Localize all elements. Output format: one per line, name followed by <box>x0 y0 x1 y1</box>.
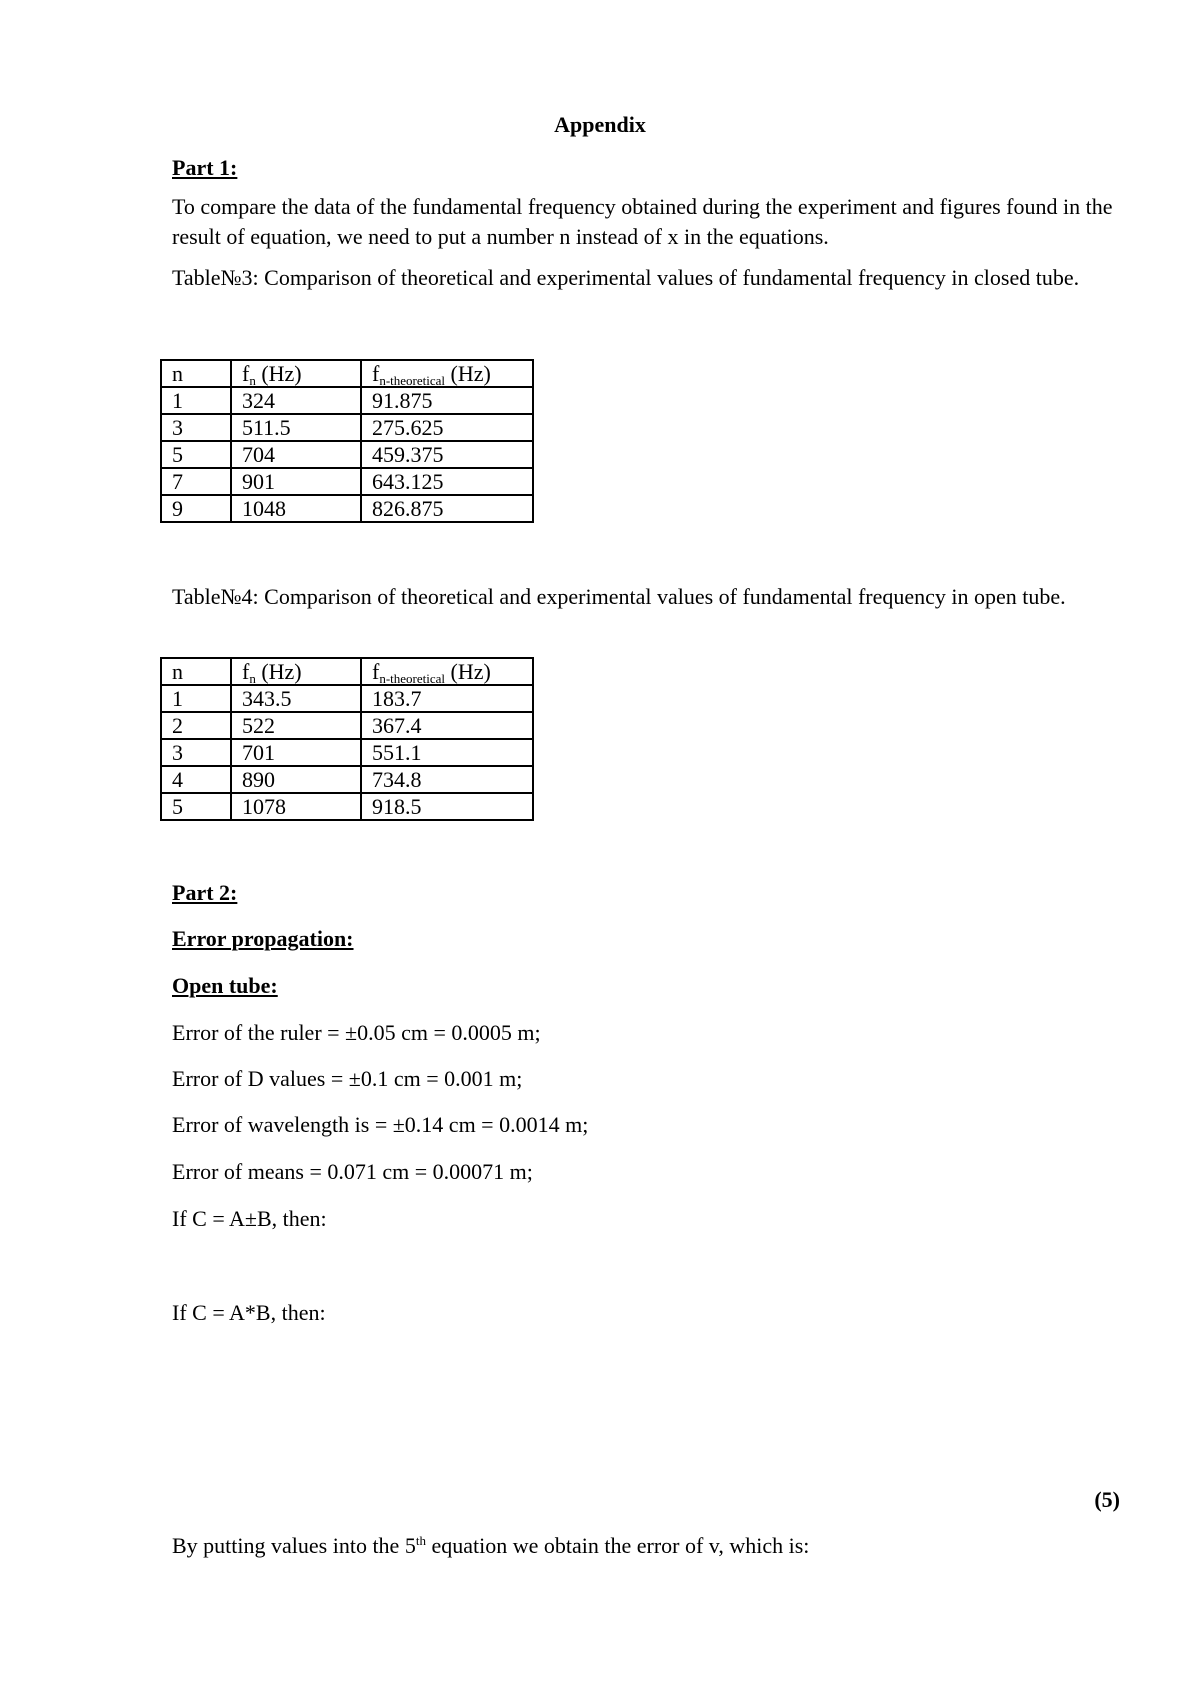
table-row <box>161 441 533 468</box>
table-row <box>161 414 533 441</box>
part1-heading: Part 1: <box>172 155 238 180</box>
table3-cell: 275.625 <box>361 414 533 441</box>
table3-cell: 901 <box>231 468 361 495</box>
table3-cell: 1 <box>161 387 231 414</box>
table3-cell: 324 <box>231 387 361 414</box>
table4-cell: 343.5 <box>231 685 361 712</box>
part1-intro: To compare the data of the fundamental frequency obtained during the experiment and figures found in the result of equation, we need to put a number n instead of x in the equations. <box>172 194 1113 249</box>
table4-cell: 4 <box>161 766 231 793</box>
table3-cell: 3 <box>161 414 231 441</box>
table4-header-ftheoretical: $f_{n-theoretical}$ (Hz) <box>361 658 533 685</box>
table4-cell: 183.7 <box>361 685 533 712</box>
table4-header-row <box>161 658 533 685</box>
equation-number: (5) <box>1094 1487 1120 1512</box>
table4 <box>160 657 534 821</box>
table-row <box>161 495 533 522</box>
error-propagation-heading: Error propagation: <box>172 926 354 951</box>
table3-cell: 9 <box>161 495 231 522</box>
page-title: Appendix <box>554 112 646 137</box>
table-row <box>161 766 533 793</box>
sum-rule-line: If C = A±B, then: <box>172 1206 327 1231</box>
table3-cell: 91.875 <box>361 387 533 414</box>
table3-cell: 826.875 <box>361 495 533 522</box>
table4-cell: 1 <box>161 685 231 712</box>
table4-cell: 2 <box>161 712 231 739</box>
table3-cell: 643.125 <box>361 468 533 495</box>
part2-heading: Part 2: <box>172 880 238 905</box>
table3-header-ftheoretical: $f_{n-theoretical}$ (Hz) <box>361 360 533 387</box>
table4-header-fn: $f_n$ (Hz) <box>231 658 361 685</box>
table-row <box>161 712 533 739</box>
table3-header-fn: $f_n$ (Hz) <box>231 360 361 387</box>
table3-cell: 5 <box>161 441 231 468</box>
table3-cell: 511.5 <box>231 414 361 441</box>
table3-header-n: n <box>161 360 231 387</box>
table-row <box>161 685 533 712</box>
table-row <box>161 468 533 495</box>
table3-cell: 704 <box>231 441 361 468</box>
table-row <box>161 793 533 820</box>
table3-header-row <box>161 360 533 387</box>
table4-cell: 701 <box>231 739 361 766</box>
table4-cell: 551.1 <box>361 739 533 766</box>
table4-cell: 3 <box>161 739 231 766</box>
table4-cell: 5 <box>161 793 231 820</box>
error-wavelength-line: Error of wavelength is = ±0.14 cm = 0.0014 m; <box>172 1112 589 1137</box>
closing-sentence: By putting values into the 5th equation we obtain the error of v, which is: <box>172 1533 810 1558</box>
table-row <box>161 387 533 414</box>
table4-cell: 1078 <box>231 793 361 820</box>
table4-header-n: n <box>161 658 231 685</box>
table-row <box>161 739 533 766</box>
open-tube-heading: Open tube: <box>172 973 278 998</box>
error-ruler-line: Error of the ruler = ±0.05 cm = 0.0005 m; <box>172 1020 541 1045</box>
table3 <box>160 359 534 523</box>
table4-caption: Table№4: Comparison of theoretical and experimental values of fundamental frequency in open tube. <box>172 584 1066 609</box>
table3-cell: 459.375 <box>361 441 533 468</box>
table4-cell: 734.8 <box>361 766 533 793</box>
table3-cell: 1048 <box>231 495 361 522</box>
table4-cell: 367.4 <box>361 712 533 739</box>
error-means-line: Error of means = 0.071 cm = 0.00071 m; <box>172 1159 533 1184</box>
table4-cell: 522 <box>231 712 361 739</box>
table3-cell: 7 <box>161 468 231 495</box>
table4-cell: 918.5 <box>361 793 533 820</box>
product-rule-line: If C = A*B, then: <box>172 1300 326 1325</box>
error-d-values-line: Error of D values = ±0.1 cm = 0.001 m; <box>172 1066 523 1091</box>
table3-caption: Table№3: Comparison of theoretical and experimental values of fundamental frequency in closed tube. <box>172 265 1080 290</box>
table4-cell: 890 <box>231 766 361 793</box>
